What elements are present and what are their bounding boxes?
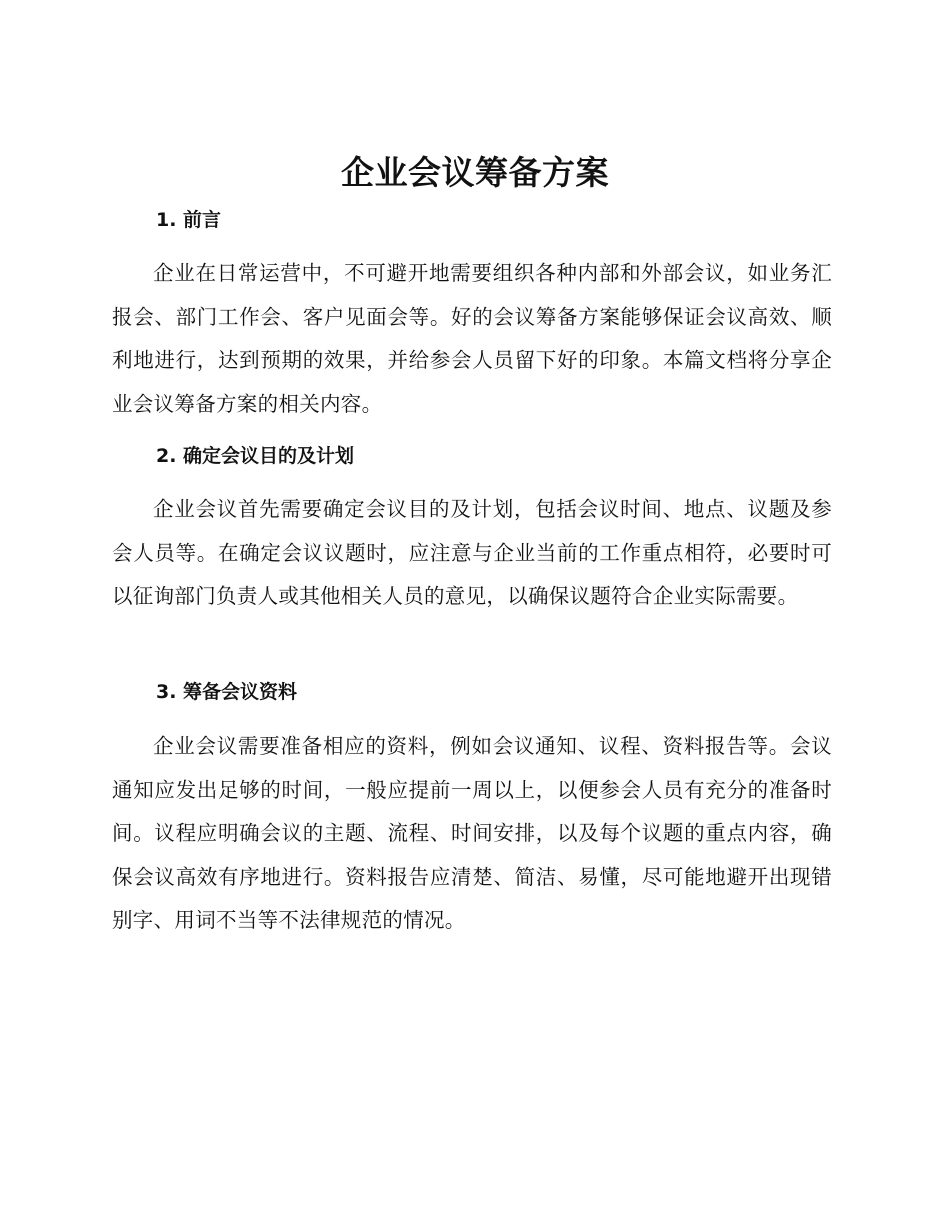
section-heading-materials: 3. 筹备会议资料 [156,681,298,703]
section-paragraph-materials: 企业会议需要准备相应的资料，例如会议通知、议程、资料报告等。会议通知应发出足够的时间，一般应提前一周以上，以便参会人员有充分的准备时间。议程应明确会议的主题、流程、时间安排，以及每个议题的重点内容，确保会议高效有序地进行。资料报告应清楚、简洁、易懂，尽可能地避开出现错别字、用词不当等不法律规范的情况。 [112,734,832,932]
document-title: 企业会议筹备方案 [341,153,609,192]
section-paragraph-preface: 企业在日常运营中，不可避开地需要组织各种内部和外部会议，如业务汇报会、部门工作会、客户见面会等。好的会议筹备方案能够保证会议高效、顺利地进行，达到预期的效果，并给参会人员留下好的印象。本篇文档将分享企业会议筹备方案的相关内容。 [112,261,832,416]
section-heading-purpose-plan: 2. 确定会议目的及计划 [156,445,355,467]
section-paragraph-purpose-plan: 企业会议首先需要确定会议目的及计划，包括会议时间、地点、议题及参会人员等。在确定会议议题时，应注意与企业当前的工作重点相符，必要时可以征询部门负责人或其他相关人员的意见，以确保议题符合企业实际需要。 [112,497,832,608]
section-heading-preface: 1. 前言 [156,209,222,231]
